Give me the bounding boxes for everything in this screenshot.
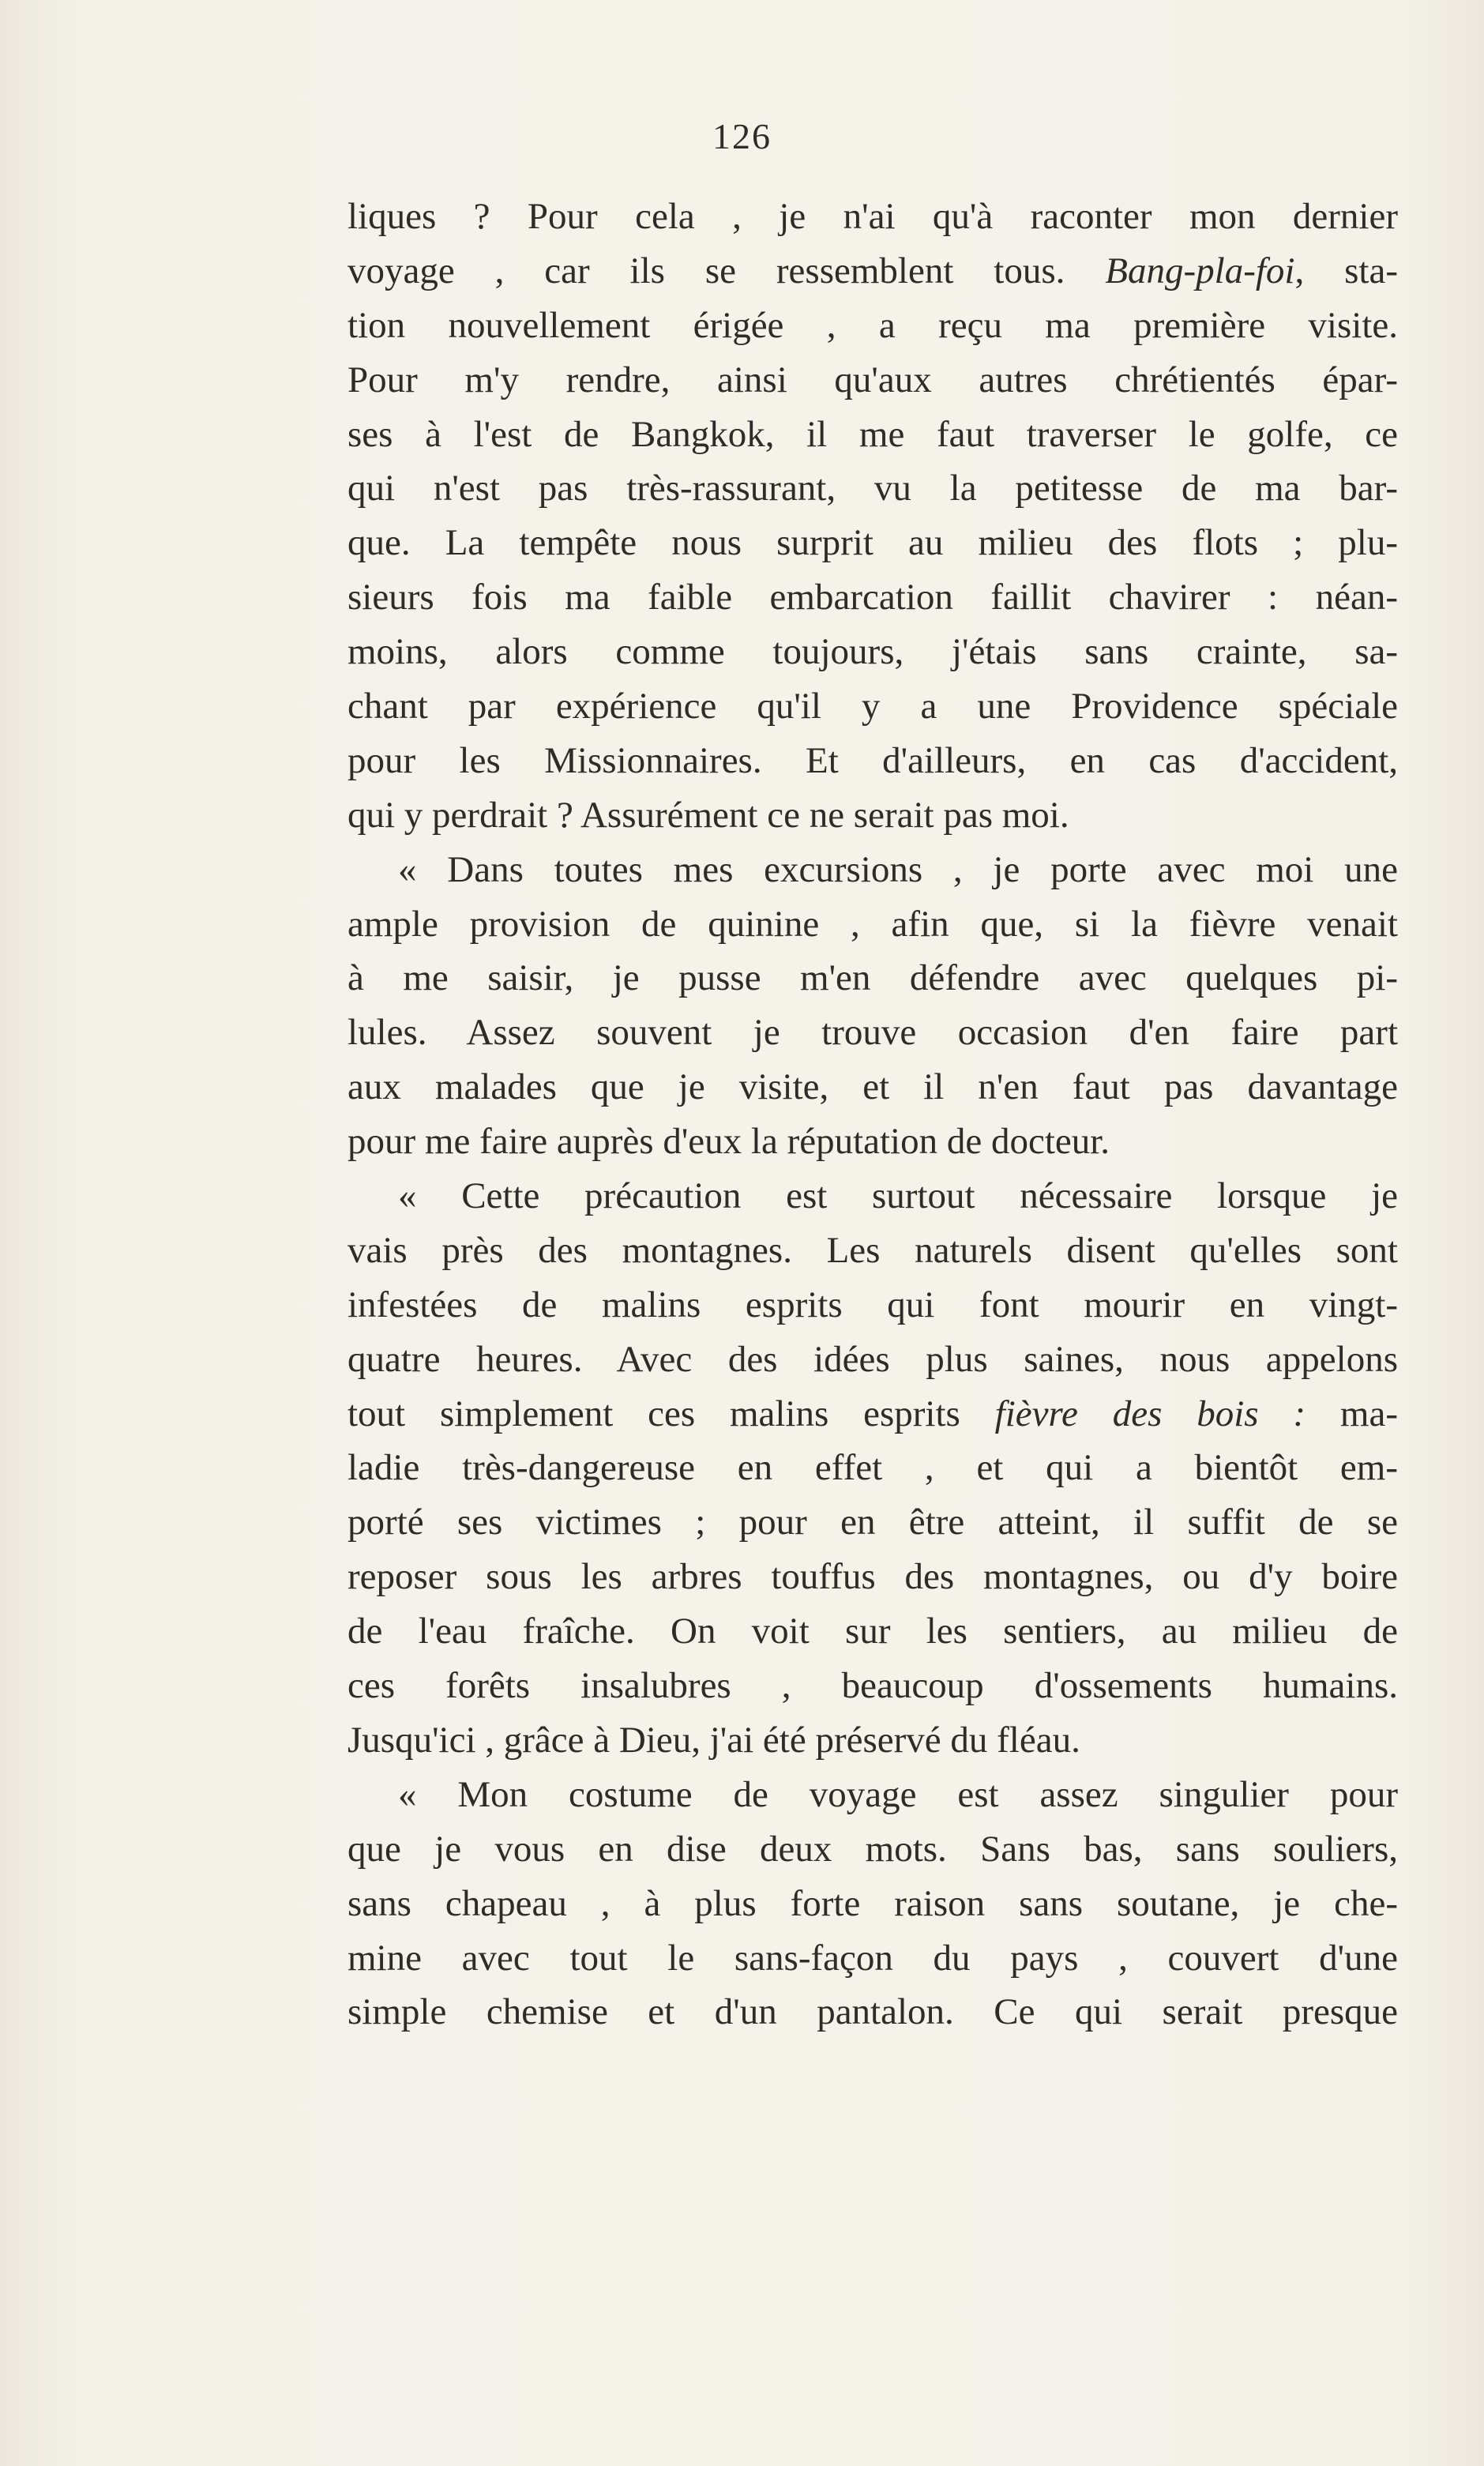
text-line: porté ses victimes ; pour en être atteint, il suffit de se xyxy=(348,1502,1398,1543)
text-line: sans chapeau , à plus forte raison sans soutane, je che- xyxy=(348,1882,1398,1924)
text-line: tion nouvellement érigée , a reçu ma première visite. xyxy=(348,304,1398,346)
text-line: reposer sous les arbres touffus des montagnes, ou d'y boire xyxy=(348,1556,1398,1598)
text-run: voyage , car ils se ressemblent tous. xyxy=(348,250,1106,291)
text-line: ses à l'est de Bangkok, il me faut traverser le golfe, ce xyxy=(348,413,1398,455)
disease-name: fièvre des bois : xyxy=(994,1393,1306,1434)
text-line: moins, alors comme toujours, j'étais sans crainte, sa- xyxy=(348,631,1398,673)
station-name: Bang-pla-foi xyxy=(1105,250,1295,291)
text-line: « Dans toutes mes excursions , je porte avec moi une xyxy=(398,848,1398,890)
text-line: à me saisir, je pusse m'en défendre avec quelques pi- xyxy=(348,957,1398,999)
text-line: chant par expérience qu'il y a une Providence spéciale xyxy=(348,686,1398,727)
text-line: pour les Missionnaires. Et d'ailleurs, en cas d'accident, xyxy=(348,739,1398,781)
text-line: que. La tempête nous surprit au milieu des flots ; plu- xyxy=(348,522,1398,564)
text-line: ladie très-dangereuse en effet , et qui a bientôt em- xyxy=(348,1447,1398,1489)
text-line: de l'eau fraîche. On voit sur les sentiers, au milieu de xyxy=(348,1611,1398,1652)
text-line: qui n'est pas très-rassurant, vu la petitesse de ma bar- xyxy=(348,468,1398,509)
text-line: vais près des montagnes. Les naturels disent qu'elles sont xyxy=(348,1229,1398,1271)
body-text xyxy=(348,190,1398,2039)
page-number: 126 xyxy=(712,116,772,156)
text-line: « Cette précaution est surtout nécessaire lorsque je xyxy=(398,1175,1398,1217)
text-line: lules. Assez souvent je trouve occasion d'en faire part xyxy=(348,1012,1398,1054)
text-line: ample provision de quinine , afin que, si la fièvre venait xyxy=(348,903,1398,945)
text-line: ces forêts insalubres , beaucoup d'ossements humains. xyxy=(348,1665,1398,1707)
text-run: , sta- xyxy=(1294,250,1398,291)
text-line: sieurs fois ma faible embarcation faillit chavirer : néan- xyxy=(348,577,1398,618)
text-line: Pour m'y rendre, ainsi qu'aux autres chrétientés épar- xyxy=(348,359,1398,400)
text-line: aux malades que je visite, et il n'en faut pas davantage xyxy=(348,1066,1398,1108)
text-line xyxy=(348,244,1398,299)
text-line: simple chemise et d'un pantalon. Ce qui serait presque xyxy=(348,1991,1398,2033)
text-line: pour me faire auprès d'eux la réputation de docteur. xyxy=(348,1121,1110,1163)
text-line: quatre heures. Avec des idées plus saines, nous appelons xyxy=(348,1338,1398,1380)
text-run: tout simplement ces malins esprits xyxy=(348,1393,995,1434)
text-line: qui y perdrait ? Assurément ce ne serait pas moi. xyxy=(348,794,1069,836)
text-line xyxy=(348,1387,1398,1442)
text-line: Jusqu'ici , grâce à Dieu, j'ai été préservé du fléau. xyxy=(348,1719,1080,1761)
text-line: liques ? Pour cela , je n'ai qu'à raconter mon dernier xyxy=(348,196,1398,237)
text-line: « Mon costume de voyage est assez singulier pour xyxy=(398,1773,1398,1815)
text-run: ma- xyxy=(1306,1393,1398,1434)
text-line: mine avec tout le sans-façon du pays , couvert d'une xyxy=(348,1937,1398,1979)
text-line: infestées de malins esprits qui font mourir en vingt- xyxy=(348,1284,1398,1325)
text-line: que je vous en dise deux mots. Sans bas, sans souliers, xyxy=(348,1828,1398,1870)
